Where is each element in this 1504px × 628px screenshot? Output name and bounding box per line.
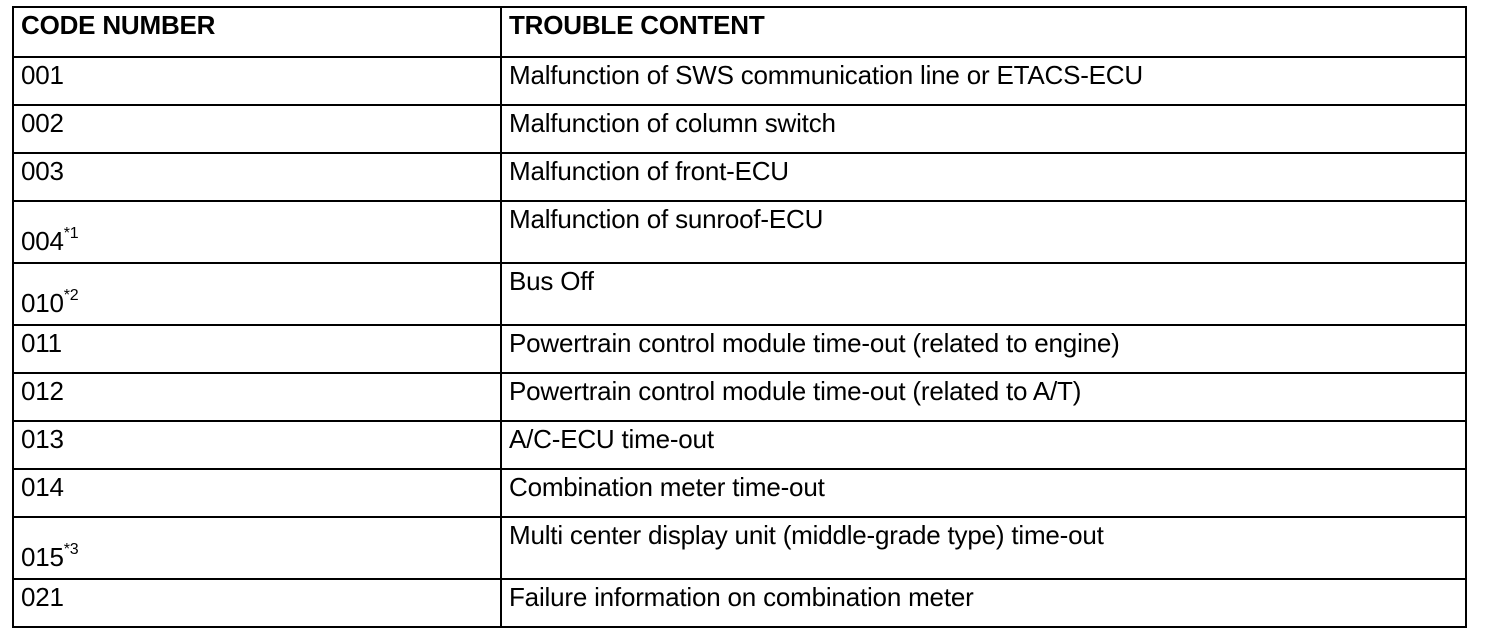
code-cell bbox=[13, 469, 501, 517]
code-number: 004 bbox=[21, 226, 64, 256]
trouble-content-cell: Powertrain control module time-out (related to A/T) bbox=[501, 373, 1466, 421]
table-row bbox=[13, 469, 1466, 517]
code-number: 012 bbox=[21, 376, 64, 406]
table-row bbox=[13, 579, 1466, 627]
code-cell bbox=[13, 201, 501, 263]
trouble-content-cell: Powertrain control module time-out (related to engine) bbox=[501, 325, 1466, 373]
table-row bbox=[13, 153, 1466, 201]
table-row bbox=[13, 373, 1466, 421]
code-number: 010 bbox=[21, 288, 64, 318]
table-row bbox=[13, 201, 1466, 263]
footnote-marker: *2 bbox=[63, 287, 79, 305]
footnote-marker: *1 bbox=[63, 225, 79, 243]
table-row bbox=[13, 57, 1466, 105]
table-row bbox=[13, 325, 1466, 373]
trouble-content-cell: Malfunction of front-ECU bbox=[501, 153, 1466, 201]
trouble-content-cell: Malfunction of SWS communication line or ETACS-ECU bbox=[501, 57, 1466, 105]
code-number: 013 bbox=[21, 424, 64, 454]
table-row bbox=[13, 517, 1466, 579]
header-code-number: CODE NUMBER bbox=[13, 7, 501, 57]
trouble-content-cell: Multi center display unit (middle-grade type) time-out bbox=[501, 517, 1466, 579]
trouble-content-cell: Malfunction of column switch bbox=[501, 105, 1466, 153]
code-number: 021 bbox=[21, 582, 64, 612]
trouble-content-cell: Failure information on combination meter bbox=[501, 579, 1466, 627]
code-cell bbox=[13, 57, 501, 105]
code-number: 003 bbox=[21, 156, 64, 186]
code-number: 011 bbox=[21, 328, 62, 358]
trouble-content-cell: Malfunction of sunroof-ECU bbox=[501, 201, 1466, 263]
code-cell bbox=[13, 325, 501, 373]
table-row bbox=[13, 421, 1466, 469]
code-number: 001 bbox=[21, 60, 64, 90]
code-cell bbox=[13, 105, 501, 153]
trouble-content-cell: A/C-ECU time-out bbox=[501, 421, 1466, 469]
code-number: 015 bbox=[21, 542, 64, 572]
code-cell bbox=[13, 263, 501, 325]
code-cell bbox=[13, 153, 501, 201]
trouble-content-cell: Combination meter time-out bbox=[501, 469, 1466, 517]
code-cell bbox=[13, 421, 501, 469]
trouble-code-table bbox=[12, 6, 1467, 628]
trouble-content-cell: Bus Off bbox=[501, 263, 1466, 325]
table-row bbox=[13, 105, 1466, 153]
header-row bbox=[13, 7, 1466, 57]
code-number: 002 bbox=[21, 108, 64, 138]
header-trouble-content: TROUBLE CONTENT bbox=[501, 7, 1466, 57]
code-cell bbox=[13, 517, 501, 579]
footnote-marker: *3 bbox=[63, 541, 79, 559]
code-number: 014 bbox=[21, 472, 64, 502]
code-cell bbox=[13, 373, 501, 421]
code-cell bbox=[13, 579, 501, 627]
table-row bbox=[13, 263, 1466, 325]
